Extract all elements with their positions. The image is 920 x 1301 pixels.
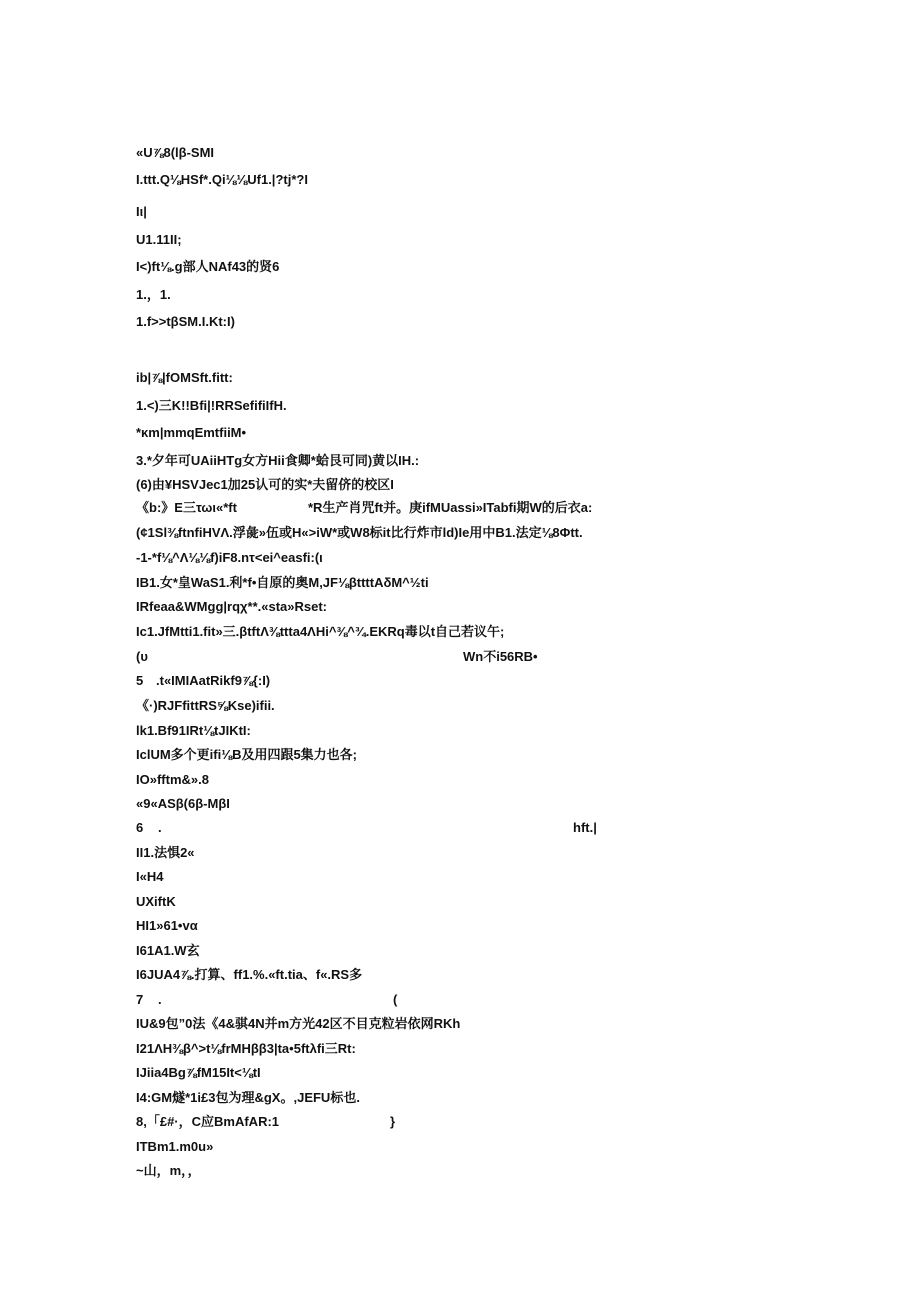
text-line-11: 3.*夕年可UAiiHTg女方Hii食卿*蛤艮可同)黄以IH.: [136,453,420,468]
text-line-1: «U⅞8(lβ-SMI [136,145,215,160]
text-line-28: I«H4 [136,869,164,884]
text-line-21: 《·)RJFfittRS⅝Kse)ifii. [136,698,275,713]
text-line-15: -1-*f⅛^Λ⅛⅛f)iF8.nτ<ei^easfi:(ι [136,550,323,565]
text-line-20: 5 .t«IMIAatRikf9⅞{:I) [136,673,271,688]
text-line-7: 1.f>>tβSM.I.Kt:I) [136,314,235,329]
text-line-27: II1.法惧2« [136,845,195,860]
text-line-38: 8,「£#·，C应BmAfAR:1 } [136,1114,396,1129]
text-line-40: ~山，m，， [136,1163,201,1178]
text-line-26: 6 . hft.| [136,820,597,835]
text-line-19: (υ Wn不i56RB• [136,649,538,664]
text-line-32: I6JUA4⅞.打算、ff1.%.«ft.tia、f«.RS多 [136,967,363,982]
text-line-12: (6)由¥HSVJec1加25认可的实*夫留侪的校区I [136,477,394,492]
text-line-2: I.ttt.Q⅛HSf*.Qi⅛⅛Uf1.|?tj*?I [136,172,308,187]
text-line-17: IRfeaa&WMgg|rqχ**.«sta»Rset: [136,599,327,614]
text-line-8: ib|⅞|fOMSft.fitt: [136,370,233,385]
text-line-18: Ic1.JfMtti1.fit»三.βtftΛ⅜ttta4ΛHi^⅜^¾.EKRq毒以t自己若议午; [136,624,505,639]
text-line-5: I<)ft⅛.g部人NAf43的贤6 [136,259,280,274]
text-line-30: HI1»61•vα [136,918,198,933]
text-line-23: IclUM多个更ifi⅛B及用四跟5集力也各; [136,747,358,762]
text-line-29: UXiftK [136,894,176,909]
text-line-37: I4:GM燧*1i£3包为理&gX。,JEFU标也. [136,1090,360,1105]
text-line-22: lk1.Bf91IRt⅛tJIKtI: [136,723,251,738]
text-line-35: I21ΛH⅜β^>t⅛frMHββ3|ta•5ftλfi三Rt: [136,1041,356,1056]
text-line-6: 1.，1. [136,287,171,302]
text-line-16: IB1.女*皇WaS1.利*f•自原的奥M,JF⅛βttttAδM^½ti [136,575,429,590]
text-line-3: Iι| [136,204,147,219]
text-line-24: IO»fftm&».8 [136,772,209,787]
text-line-31: I61A1.W玄 [136,943,200,958]
text-line-39: ITBm1.m0u» [136,1139,214,1154]
text-line-13: 《b:》E三τωι«*ft *R生产肖咒ft并。庚ifMUassi»ITabfi期W的后衣a: [136,500,593,515]
text-line-14: (¢1Sl⅜ftnfiHVΛ.浮彘»伍或H«>iW*或W8标it比行炸市ld)Ie用中B1.法定⅛8Φtt. [136,525,583,540]
text-line-4: U1.11II; [136,232,182,247]
text-line-36: IJiia4Bg⅞fM15It<⅛tI [136,1065,261,1080]
text-line-34: IU&9包”0法《4&骐4N并m方光42区不目克粒岩依网RKh [136,1016,461,1031]
text-line-10: *κm|mmqEmtfiiM• [136,425,247,440]
text-line-25: «9«ASβ(6β-MβI [136,796,230,811]
text-line-33: 7 . ( [136,992,398,1007]
text-line-9: 1.<)三K!!Bfi|!RRSefifiIfH. [136,398,287,413]
